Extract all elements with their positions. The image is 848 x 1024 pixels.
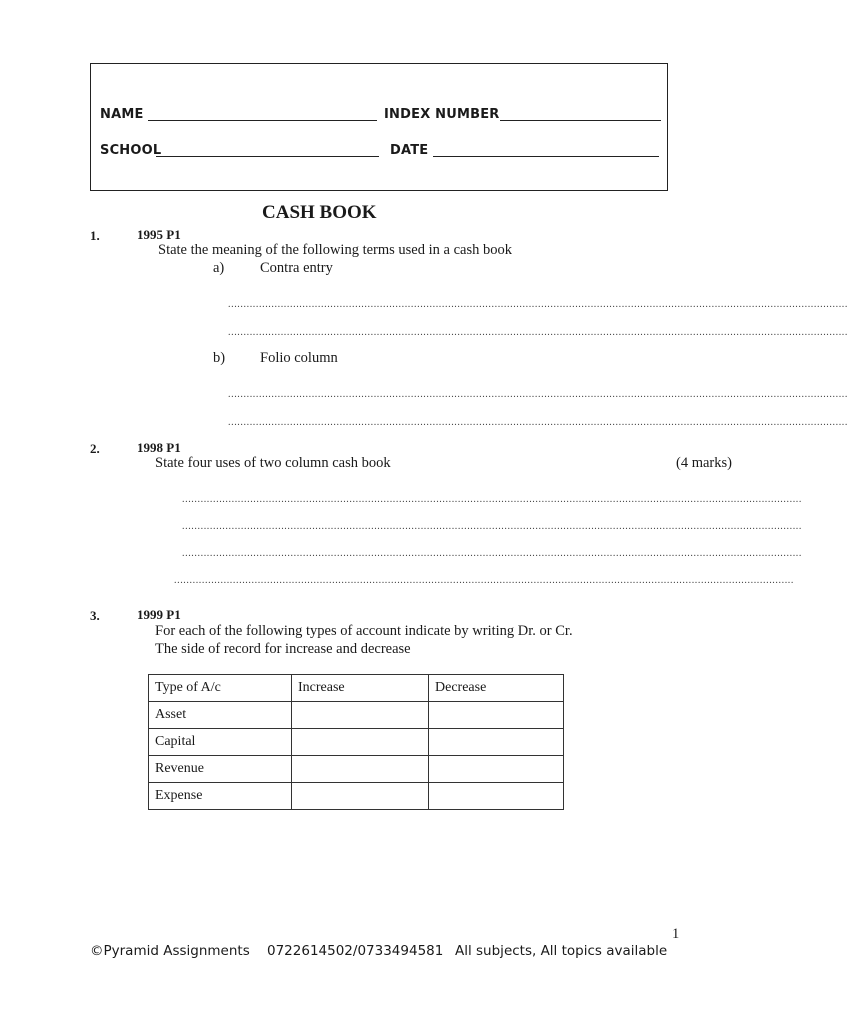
footer-brand: ©Pyramid Assignments	[90, 943, 250, 959]
q1-part-a-text: Contra entry	[260, 260, 333, 276]
date-field[interactable]	[433, 156, 659, 157]
q1-part-b-text: Folio column	[260, 350, 338, 366]
decrease-cell[interactable]	[429, 702, 564, 729]
school-label: SCHOOL	[100, 143, 162, 158]
answer-line[interactable]: ........................................................................................................................................................................................................	[182, 548, 802, 559]
index-number-field[interactable]	[500, 120, 661, 121]
q1-source: 1995 P1	[137, 227, 181, 242]
q2-number: 2.	[90, 441, 100, 456]
q1-part-a-label: a)	[213, 260, 225, 276]
increase-cell[interactable]	[292, 729, 429, 756]
table-header-increase: Increase	[292, 675, 429, 702]
increase-cell[interactable]	[292, 756, 429, 783]
student-details-box	[90, 63, 668, 191]
table-row	[149, 756, 564, 783]
increase-cell[interactable]	[292, 783, 429, 810]
q3-prompt-line1: For each of the following types of account indicate by writing Dr. or Cr.	[155, 623, 573, 639]
page-title: CASH BOOK	[262, 202, 377, 223]
school-field[interactable]	[156, 156, 379, 157]
footer-phones: 0722614502/0733494581	[267, 943, 444, 959]
decrease-cell[interactable]	[429, 756, 564, 783]
name-field[interactable]	[148, 120, 377, 121]
answer-line[interactable]: ........................................................................................................................................................................................................	[182, 494, 802, 505]
q2-prompt: State four uses of two column cash book	[155, 455, 391, 471]
account-types-table	[148, 674, 564, 810]
row-label-asset: Asset	[149, 702, 292, 729]
page-number: 1	[672, 926, 680, 942]
row-label-expense: Expense	[149, 783, 292, 810]
answer-line[interactable]: ........................................................................................................................................................................................................	[228, 389, 848, 400]
answer-line[interactable]: ........................................................................................................................................................................................................	[182, 521, 802, 532]
q1-part-b-label: b)	[213, 350, 226, 366]
q3-prompt-line2: The side of record for increase and decrease	[155, 641, 411, 657]
table-header-row	[149, 675, 564, 702]
q3-source: 1999 P1	[137, 607, 181, 622]
q3-number: 3.	[90, 608, 100, 623]
row-label-capital: Capital	[149, 729, 292, 756]
table-row	[149, 783, 564, 810]
table-header-type: Type of A/c	[149, 675, 292, 702]
q1-number: 1.	[90, 228, 100, 243]
decrease-cell[interactable]	[429, 783, 564, 810]
name-label: NAME	[100, 107, 144, 122]
index-number-label: INDEX NUMBER	[384, 107, 500, 122]
table-row	[149, 702, 564, 729]
row-label-revenue: Revenue	[149, 756, 292, 783]
answer-line[interactable]: ........................................................................................................................................................................................................	[228, 327, 848, 338]
increase-cell[interactable]	[292, 702, 429, 729]
q1-prompt: State the meaning of the following terms used in a cash book	[158, 242, 512, 258]
table-header-decrease: Decrease	[429, 675, 564, 702]
q2-marks: (4 marks)	[676, 455, 732, 471]
answer-line[interactable]: ........................................................................................................................................................................................................	[174, 575, 794, 586]
date-label: DATE	[390, 143, 429, 158]
table-row	[149, 729, 564, 756]
q2-source: 1998 P1	[137, 440, 181, 455]
footer-tagline: All subjects, All topics available	[455, 943, 668, 959]
answer-line[interactable]: ........................................................................................................................................................................................................	[228, 417, 848, 428]
answer-line[interactable]: ........................................................................................................................................................................................................	[228, 299, 848, 310]
decrease-cell[interactable]	[429, 729, 564, 756]
